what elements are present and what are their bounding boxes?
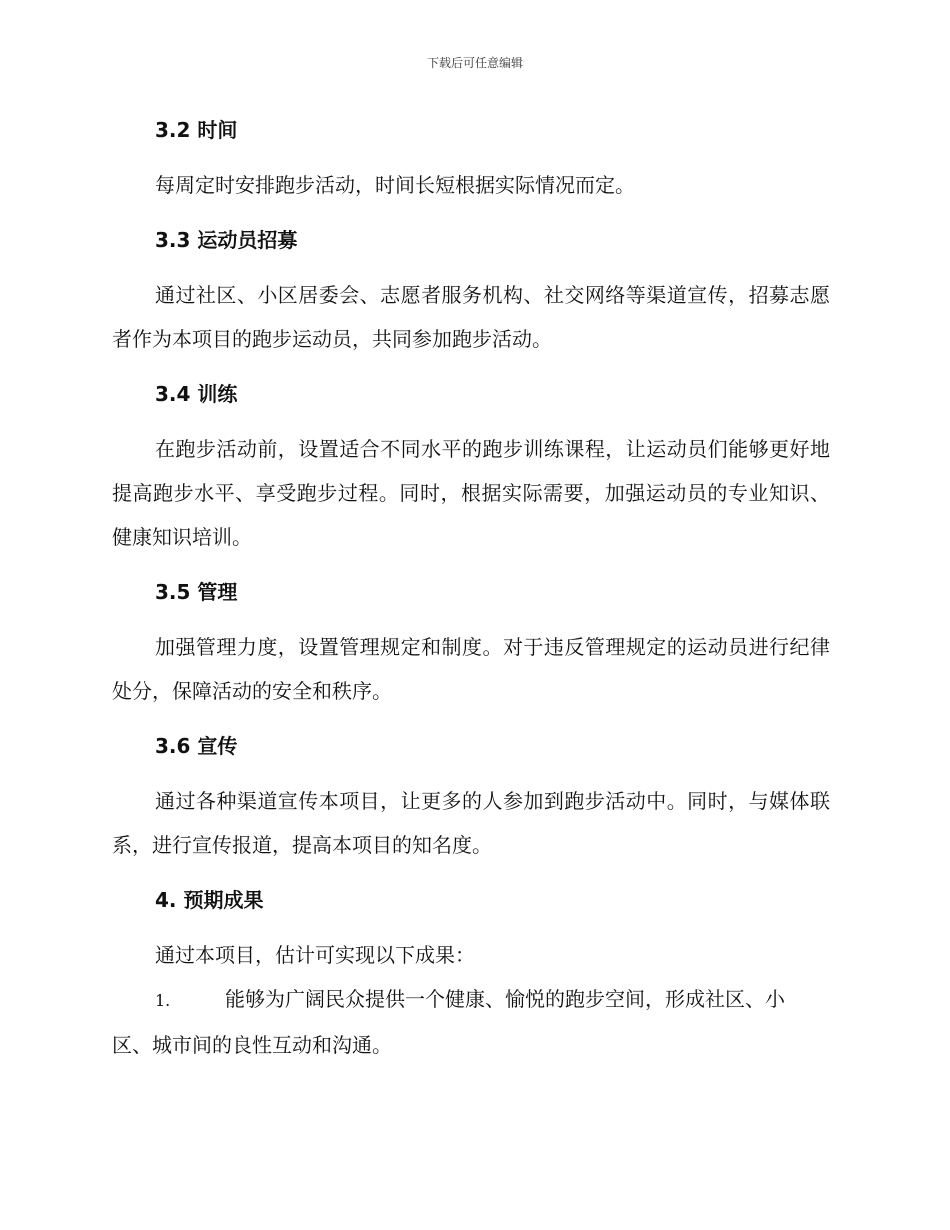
section-intro-4: 通过本项目，估计可实现以下成果： (155, 943, 475, 967)
document-body (112, 108, 830, 1067)
section-body-3-5: 加强管理力度，设置管理规定和制度。对于违反管理规定的运动员进行纪律处分，保障活动的安全和秩序。 (112, 635, 830, 703)
list-item-text-line2: 区、城市间的良性互动和沟通。 (112, 1033, 392, 1057)
list-item (112, 977, 830, 1023)
section-heading-4: 4. 预期成果 (155, 888, 264, 912)
section-body-3-2: 每周定时安排跑步活动，时间长短根据实际情况而定。 (155, 173, 635, 197)
section-body-3-4: 在跑步活动前，设置适合不同水平的跑步训练课程，让运动员们能够更好地提高跑步水平、享受跑步过程。同时，根据实际需要，加强运动员的专业知识、健康知识培训。 (112, 437, 830, 549)
section-body-3-6: 通过各种渠道宣传本项目，让更多的人参加到跑步活动中。同时，与媒体联系，进行宣传报道，提高本项目的知名度。 (112, 789, 830, 857)
page-header: 下载后可任意编辑 (426, 56, 523, 70)
section-body-3-3: 通过社区、小区居委会、志愿者服务机构、社交网络等渠道宣传，招募志愿者作为本项目的跑步运动员，共同参加跑步活动。 (112, 283, 830, 351)
section-heading-3-5: 3.5 管理 (155, 580, 238, 604)
list-item-number: 1. (155, 991, 171, 1010)
list-item-text-line1: 能够为广阔民众提供一个健康、愉悦的跑步空间，形成社区、小 (225, 987, 785, 1011)
section-heading-3-2: 3.2 时间 (155, 118, 238, 142)
section-heading-3-3: 3.3 运动员招募 (155, 228, 298, 252)
section-heading-3-4: 3.4 训练 (155, 382, 238, 406)
section-heading-3-6: 3.6 宣传 (155, 734, 238, 758)
